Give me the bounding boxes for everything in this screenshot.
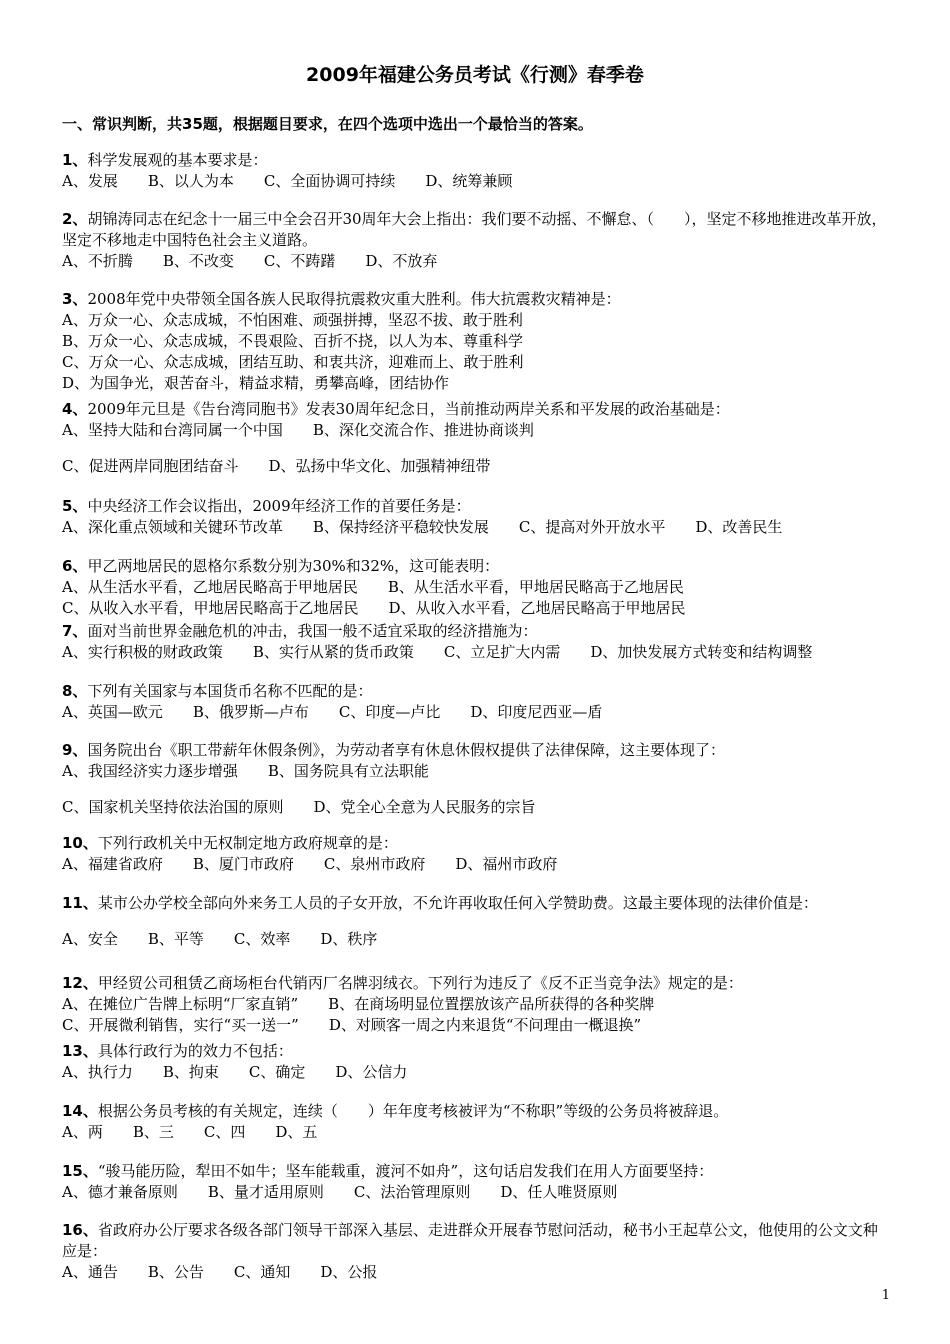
answer-options: A、安全 B、平等 C、效率 D、秩序 [62, 930, 378, 948]
answer-options: A、英国—欧元 B、俄罗斯—卢布 C、印度—卢比 D、印度尼西亚—盾 [62, 703, 603, 721]
question-number: 10、 [62, 834, 98, 852]
question-text: 甲经贸公司租赁乙商场柜台代销丙厂名牌羽绒衣。下列行为违反了《反不正当竞争法》规定的是： [97, 974, 743, 992]
question-number: 8、 [62, 682, 88, 700]
question-text: “骏马能历险，犁田不如牛；坚车能载重，渡河不如舟”，这句话启发我们在用人方面要坚持： [97, 1162, 714, 1180]
answer-options: A、两 B、三 C、四 D、五 [62, 1123, 318, 1141]
question-item [62, 1041, 892, 1083]
answer-options: A、深化重点领域和关键环节改革 B、保持经济平稳较快发展 C、提高对外开放水平 D、改善民生 [62, 518, 783, 536]
question-stem [62, 1101, 892, 1122]
question-text: 甲乙两地居民的恩格尔系数分别为30%和32%，这可能表明： [87, 557, 500, 575]
question-item [62, 150, 892, 192]
question-stem [62, 621, 892, 642]
answer-options: A、通告 B、公告 C、通知 D、公报 [62, 1263, 378, 1281]
answer-options: A、坚持大陆和台湾同属一个中国 B、深化交流合作、推进协商谈判 [62, 421, 534, 439]
question-item [62, 681, 892, 723]
question-number: 9、 [62, 741, 88, 759]
blank-line [62, 914, 892, 929]
question-text: 2008年党中央带领全国各族人民取得抗震救灾重大胜利。伟大抗震救灾精神是： [87, 290, 621, 308]
question-text: 根据公务员考核的有关规定，连续（ ）年年度考核被评为“不称职”等级的公务员将被辞退。 [97, 1102, 729, 1120]
answer-options: C、国家机关坚持依法治国的原则 D、党全心全意为人民服务的宗旨 [62, 798, 536, 816]
question-stem [62, 399, 892, 420]
answer-options: A、福建省政府 B、厦门市政府 C、泉州市政府 D、福州市政府 [62, 855, 558, 873]
question-number: 1、 [62, 151, 88, 169]
question-text: 下列行政机关中无权制定地方政府规章的是： [97, 834, 398, 852]
answer-options: A、发展 B、以人为本 C、全面协调可持续 D、统筹兼顾 [62, 172, 513, 190]
answer-options: C、促进两岸同胞团结奋斗 D、弘扬中华文化、加强精神纽带 [62, 457, 491, 475]
question-item [62, 1161, 892, 1203]
question-item [62, 289, 892, 394]
question-item [62, 496, 892, 538]
answer-options: A、执行力 B、拘束 C、确定 D、公信力 [62, 1063, 408, 1081]
question-number: 5、 [62, 497, 88, 515]
question-item [62, 893, 892, 950]
question-item [62, 556, 892, 619]
answer-options: D、为国争光，艰苦奋斗，精益求精，勇攀高峰，团结协作 [62, 374, 450, 392]
question-number: 16、 [62, 1221, 98, 1239]
question-item [62, 833, 892, 875]
blank-line [62, 782, 892, 797]
question-item [62, 399, 892, 477]
question-stem [62, 209, 892, 251]
question-text: 下列有关国家与本国货币名称不匹配的是： [87, 682, 373, 700]
answer-options: A、德才兼备原则 B、量才适用原则 C、法治管理原则 D、任人唯贤原则 [62, 1183, 618, 1201]
answer-options: A、不折腾 B、不改变 C、不踌躇 D、不放弃 [62, 252, 438, 270]
question-stem [62, 1041, 892, 1062]
question-stem [62, 1161, 892, 1182]
answer-options: A、实行积极的财政政策 B、实行从紧的货币政策 C、立足扩大内需 D、加快发展方式转变和结构调整 [62, 643, 813, 661]
question-number: 4、 [62, 400, 88, 418]
answer-options: C、万众一心、众志成城，团结互助、和衷共济，迎难而上、敢于胜利 [62, 353, 524, 371]
question-number: 13、 [62, 1042, 98, 1060]
answer-options: A、我国经济实力逐步增强 B、国务院具有立法职能 [62, 762, 429, 780]
question-number: 7、 [62, 622, 88, 640]
question-item [62, 973, 892, 1036]
question-number: 11、 [62, 894, 98, 912]
blank-line [62, 441, 892, 456]
question-text: 某市公办学校全部向外来务工人员的子女开放，不允许再收取任何入学赞助费。这最主要体现的法律价值是： [97, 894, 818, 912]
question-text: 胡锦涛同志在纪念十一届三中全会召开30周年大会上指出：我们要不动摇、不懈怠、（ ），坚定不移地推进改革开放，坚定不移地走中国特色社会主义道路。 [62, 210, 887, 249]
question-item [62, 740, 892, 818]
question-text: 2009年元旦是《告台湾同胞书》发表30周年纪念日，当前推动两岸关系和平发展的政治基础是： [87, 400, 730, 418]
question-stem [62, 973, 892, 994]
question-text: 科学发展观的基本要求是： [87, 151, 268, 169]
question-number: 2、 [62, 210, 88, 228]
question-stem [62, 289, 892, 310]
question-item [62, 1220, 892, 1283]
question-number: 6、 [62, 557, 88, 575]
question-item [62, 209, 892, 272]
answer-options: A、在摊位广告牌上标明“厂家直销” B、在商场明显位置摆放该产品所获得的各种奖牌 [62, 995, 655, 1013]
question-text: 中央经济工作会议指出，2009年经济工作的首要任务是： [87, 497, 471, 515]
answer-options: A、万众一心、众志成城，不怕困难、顽强拼搏，坚忍不拔、敢于胜利 [62, 311, 523, 329]
question-number: 15、 [62, 1162, 98, 1180]
question-stem [62, 833, 892, 854]
question-text: 面对当前世界金融危机的冲击，我国一般不适宜采取的经济措施为： [87, 622, 538, 640]
question-stem [62, 893, 892, 914]
question-item [62, 1101, 892, 1143]
question-stem [62, 496, 892, 517]
answer-options: C、开展微利销售，实行“买一送一” D、对顾客一周之内来退货“不问理由一概退换” [62, 1016, 642, 1034]
question-stem [62, 150, 892, 171]
answer-options: A、从生活水平看，乙地居民略高于甲地居民 B、从生活水平看，甲地居民略高于乙地居民 [62, 578, 684, 596]
question-number: 12、 [62, 974, 98, 992]
question-text: 国务院出台《职工带薪年休假条例》，为劳动者享有休息休假权提供了法律保障，这主要体现了： [87, 741, 725, 759]
question-stem [62, 1220, 892, 1262]
question-item [62, 621, 892, 663]
question-text: 省政府办公厅要求各级各部门领导干部深入基层、走进群众开展春节慰问活动，秘书小王起草公文，他使用的公文文种应是： [62, 1221, 878, 1260]
page-title: 2009年福建公务员考试《行测》春季卷 [306, 64, 644, 86]
answer-options: C、从收入水平看，甲地居民略高于乙地居民 D、从收入水平看，乙地居民略高于甲地居民 [62, 599, 686, 617]
page-number: 1 [881, 1288, 890, 1303]
question-stem [62, 681, 892, 702]
question-text: 具体行政行为的效力不包括： [97, 1042, 293, 1060]
answer-options: B、万众一心、众志成城，不畏艰险、百折不挠，以人为本、尊重科学 [62, 332, 524, 350]
question-number: 3、 [62, 290, 88, 308]
section-heading: 一、常识判断，共35题，根据题目要求，在四个选项中选出一个最恰当的答案。 [62, 115, 593, 133]
question-stem [62, 740, 892, 761]
question-number: 14、 [62, 1102, 98, 1120]
question-stem [62, 556, 892, 577]
